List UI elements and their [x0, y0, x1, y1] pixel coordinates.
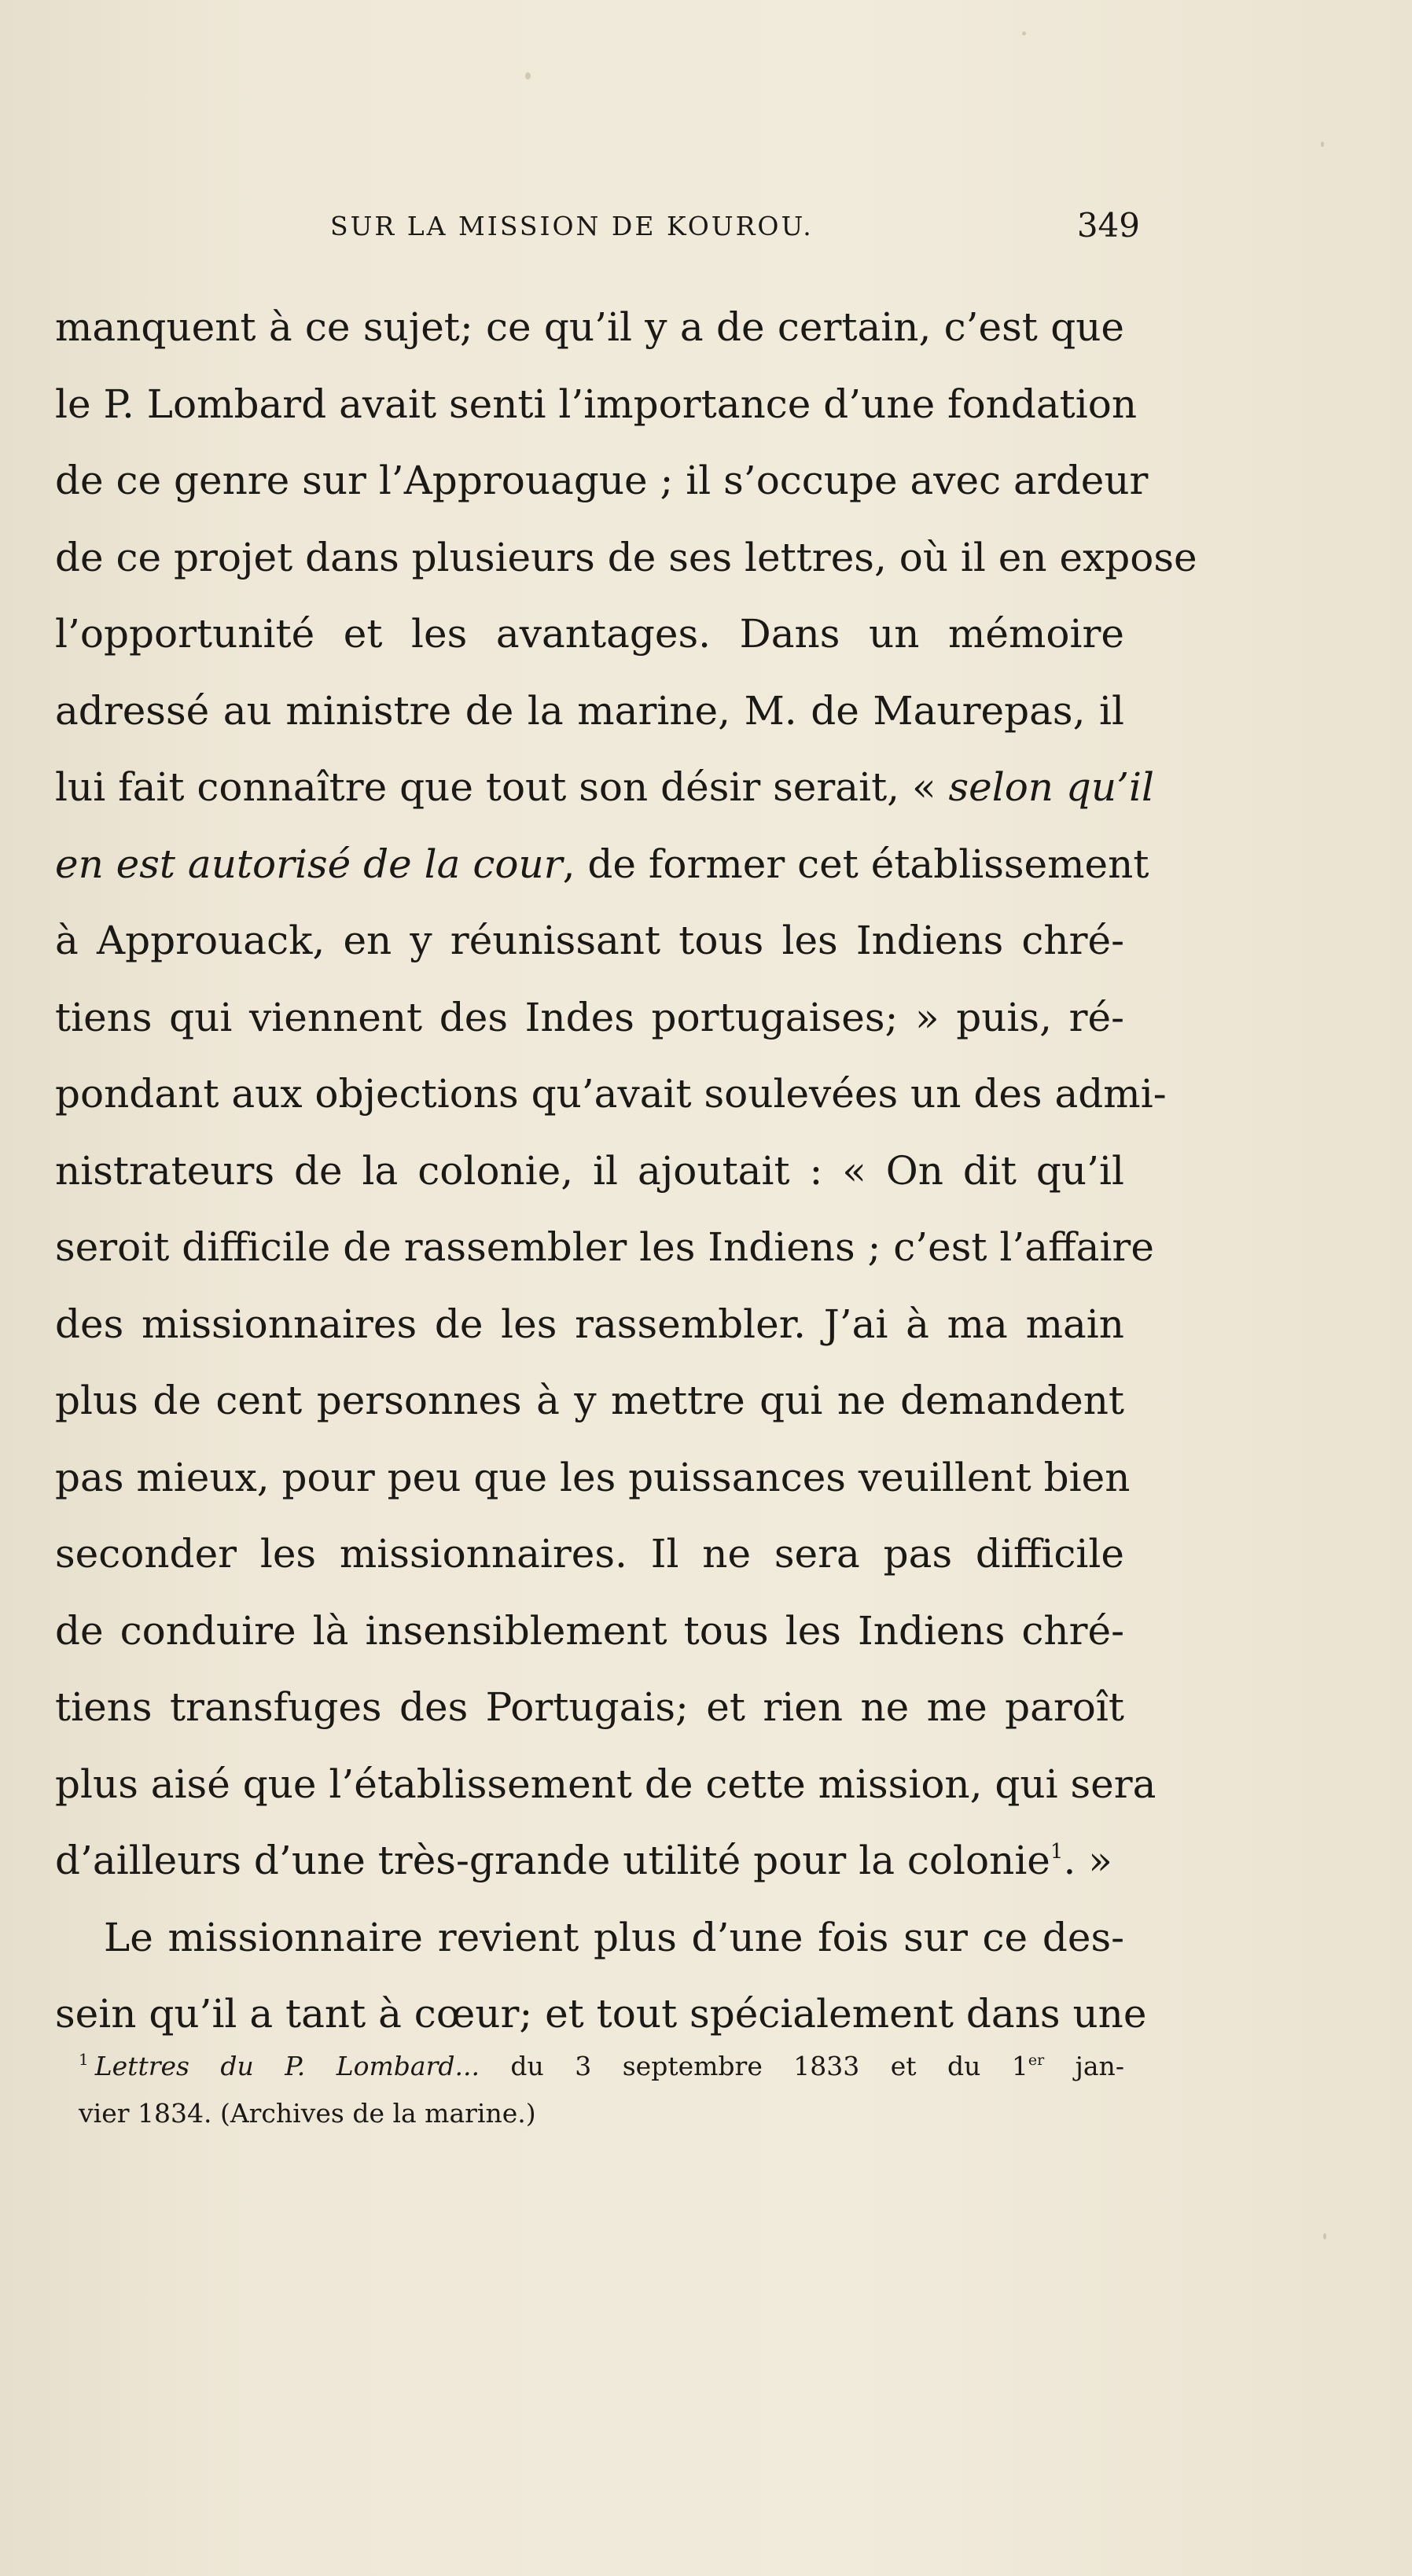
- footnote-text: jan-: [1044, 2051, 1124, 2081]
- text-line: pas mieux, pour peu que les puissances veuillent bien: [55, 1454, 1131, 1500]
- text-line: tiens transfuges des Portugais; et rien ne me paroît: [55, 1684, 1124, 1730]
- text-line: de ce projet dans plusieurs de ses lettres, où il en expose: [55, 534, 1197, 580]
- running-head: [330, 206, 1140, 253]
- paper-spot: [1321, 142, 1324, 147]
- text-line: tiens qui viennent des Indes portugaises; » puis, ré-: [55, 994, 1124, 1040]
- text-line: Le missionnaire revient plus d’une fois sur ce des-: [104, 1914, 1124, 1960]
- text-line: sein qu’il a tant à cœur; et tout spécialement dans une: [55, 1991, 1147, 2037]
- text-line: l’opportunité et les avantages. Dans un mémoire: [55, 611, 1124, 657]
- body-text: [55, 289, 1197, 2053]
- text-line: manquent à ce sujet; ce qu’il y a de certain, c’est que: [55, 304, 1124, 350]
- footnotes: [79, 2043, 1124, 2137]
- text-line: nistrateurs de la colonie, il ajoutait : « On dit qu’il: [55, 1147, 1124, 1194]
- text-line: de conduire là insensiblement tous les Indiens chré-: [55, 1607, 1124, 1654]
- text-line: seroit difficile de rassembler les Indiens ; c’est l’affaire: [55, 1224, 1154, 1270]
- ordinal-superscript: er: [1028, 2052, 1045, 2069]
- page-number: 349: [1076, 206, 1140, 245]
- text-line: [55, 749, 1154, 826]
- text-line: pondant aux objections qu’avait soulevées un des admi-: [55, 1071, 1167, 1117]
- footnote-line: [79, 2043, 1124, 2090]
- footnote-text: du 3 septembre 1833 et du 1: [479, 2051, 1028, 2081]
- footnote-line: vier 1834. (Archives de la marine.): [79, 2098, 536, 2129]
- running-title: SUR LA MISSION DE KOUROU.: [330, 211, 814, 241]
- footnote-marker: 1: [1050, 1840, 1064, 1864]
- italic-quotation: selon qu’il: [948, 764, 1154, 810]
- text-line: le P. Lombard avait senti l’importance d’une fondation: [55, 381, 1138, 427]
- text-line: des missionnaires de les rassembler. J’ai à ma main: [55, 1301, 1124, 1347]
- text-fragment: d’ailleurs d’une très-grande utilité pour la colonie: [55, 1838, 1050, 1883]
- footnote-number: 1: [79, 2050, 89, 2069]
- text-line: adressé au ministre de la marine, M. de Maurepas, il: [55, 687, 1124, 734]
- text-fragment: , de former cet établissement: [562, 841, 1149, 887]
- italic-quotation: en est autorisé de la cour: [55, 841, 563, 887]
- paper-spot: [1323, 2233, 1326, 2239]
- text-line: plus de cent personnes à y mettre qui ne demandent: [55, 1378, 1124, 1423]
- text-line: [55, 1823, 1124, 1900]
- paper-spot: [1022, 31, 1026, 35]
- text-line: plus aisé que l’établissement de cette mission, qui sera: [55, 1761, 1156, 1807]
- text-line: seconder les missionnaires. Il ne sera pas difficile: [55, 1531, 1124, 1577]
- footnote-source-title: Lettres du P. Lombard...: [94, 2051, 480, 2081]
- text-line: à Approuack, en y réunissant tous les Indiens chré-: [55, 918, 1124, 963]
- text-fragment: . »: [1063, 1838, 1112, 1883]
- text-line: [55, 826, 1149, 903]
- text-line: de ce genre sur l’Approuague ; il s’occupe avec ardeur: [55, 458, 1149, 503]
- paper-spot: [525, 72, 531, 79]
- text-fragment: lui fait connaître que tout son désir serait, «: [55, 764, 949, 810]
